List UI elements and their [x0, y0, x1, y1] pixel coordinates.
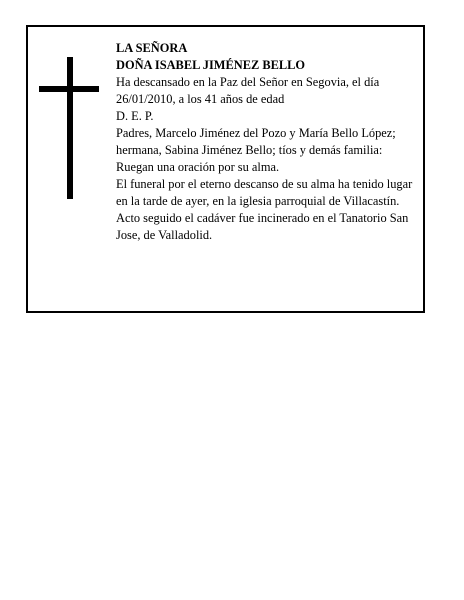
deceased-name: DOÑA ISABEL JIMÉNEZ BELLO: [116, 58, 306, 72]
notice-text: [116, 40, 416, 244]
cross-vertical-bar: [67, 57, 73, 199]
notice-title: LA SEÑORA: [116, 41, 188, 55]
prayer-request: Ruegan una oración por su alma.: [116, 160, 280, 174]
funeral-details: El funeral por el eterno descanso de su alma ha tenido lugar en la tarde de ayer, en la iglesia parroquial de Villacastín. Acto seguido el cadáver fue incinerado en el Tanatorio San Jose, de Valladolid.: [116, 177, 413, 242]
obituary-notice: [26, 25, 425, 313]
cross-horizontal-bar: [39, 86, 99, 92]
death-announcement: Ha descansado en la Paz del Señor en Segovia, el día 26/01/2010, a los 41 años de edad: [116, 75, 380, 106]
dep-line: D. E. P.: [116, 109, 154, 123]
family-list: Padres, Marcelo Jiménez del Pozo y María Bello López; hermana, Sabina Jiménez Bello; tíos y demás familia:: [116, 126, 396, 157]
